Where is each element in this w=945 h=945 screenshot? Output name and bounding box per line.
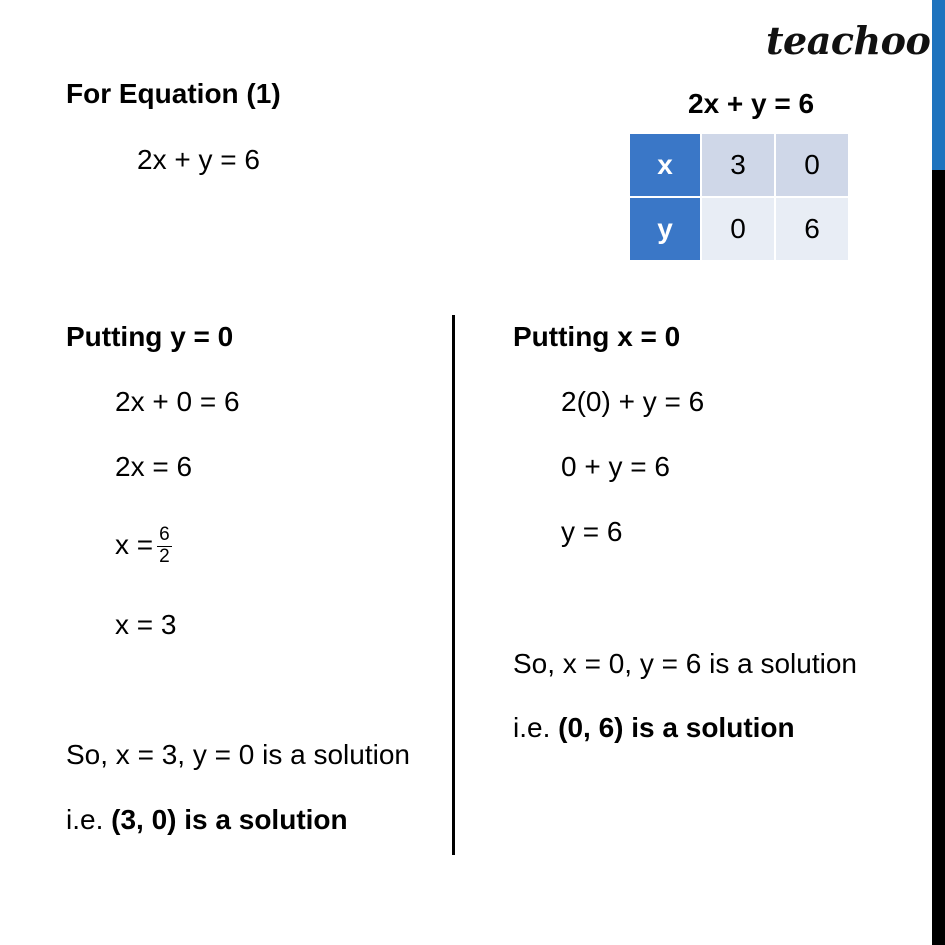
right-step-1: 2(0) + y = 6 [561,386,705,417]
left-result [66,806,348,834]
sidebar-dark-bar [932,170,945,945]
left-step-3-prefix: x = [115,528,154,560]
left-step-2: 2x = 6 [115,451,193,482]
right-step-3: y = 6 [561,516,623,547]
table-cell: 0 [701,197,775,261]
table-title: 2x + y = 6 [688,88,815,119]
table-row-x [629,133,849,197]
section-title: For Equation (1) [66,78,281,109]
right-conclusion: So, x = 0, y = 6 is a solution [513,648,857,679]
left-step-3 [115,525,172,568]
table-header-y: y [629,197,701,261]
fraction [157,525,172,568]
right-result [513,714,795,742]
left-conclusion: So, x = 3, y = 0 is a solution [66,739,410,770]
equation-text: 2x + y = 6 [137,144,260,175]
left-result-prefix: i.e. [66,804,104,835]
right-step-2: 0 + y = 6 [561,451,670,482]
table-cell: 6 [775,197,849,261]
fraction-denominator: 2 [159,545,170,567]
sidebar-accent-bar [932,0,945,170]
teachoo-logo: teachoo [766,18,931,63]
table-header-x: x [629,133,701,197]
left-step-4: x = 3 [115,609,177,640]
right-result-prefix: i.e. [513,712,551,743]
xy-table [628,132,850,262]
right-result-bold: (0, 6) is a solution [558,712,795,743]
left-result-bold: (3, 0) is a solution [111,804,348,835]
table-cell: 0 [775,133,849,197]
column-divider [452,315,455,855]
left-step-1: 2x + 0 = 6 [115,386,240,417]
fraction-numerator: 6 [159,524,170,545]
right-heading: Putting x = 0 [513,321,681,352]
left-heading: Putting y = 0 [66,321,234,352]
table-row-y [629,197,849,261]
table-cell: 3 [701,133,775,197]
